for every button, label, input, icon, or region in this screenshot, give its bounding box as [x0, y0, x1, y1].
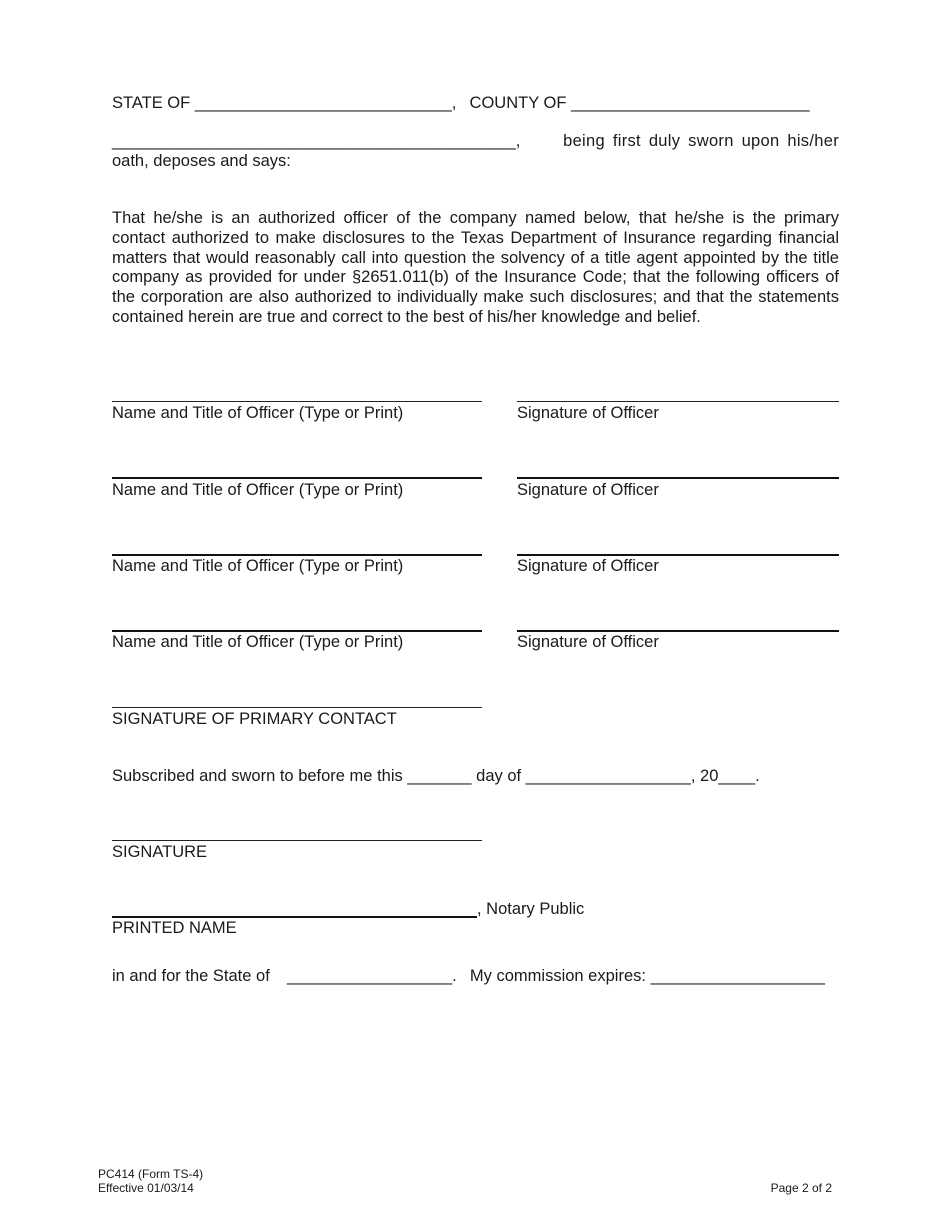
officer-name-label: Name and Title of Officer (Type or Print): [112, 404, 404, 422]
commission-label: My commission expires:: [469, 967, 646, 985]
notary-state-field[interactable]: __________________.: [286, 967, 457, 985]
effective-date: Effective 01/03/14: [98, 1181, 194, 1195]
notary-signature-label: SIGNATURE: [112, 843, 208, 861]
county-label: COUNTY OF: [469, 94, 567, 112]
primary-contact-signature-line[interactable]: [112, 707, 482, 708]
affiant-name-field[interactable]: ____________________________________________,: [112, 132, 521, 150]
officer-signature-label: Signature of Officer: [517, 404, 659, 422]
state-county-line: [112, 94, 810, 113]
officer-name-line[interactable]: [112, 630, 482, 632]
notary-public-label: , Notary Public: [477, 900, 585, 918]
officer-name-label: Name and Title of Officer (Type or Print): [112, 481, 404, 499]
officer-signature-line[interactable]: [517, 401, 839, 402]
officer-signature-label: Signature of Officer: [517, 557, 659, 575]
oath-line1-text: being first duly sworn upon his/her: [563, 132, 839, 150]
primary-contact-label: SIGNATURE OF PRIMARY CONTACT: [112, 710, 397, 728]
officer-signature-line[interactable]: [517, 630, 839, 632]
officer-name-line[interactable]: [112, 477, 482, 479]
officer-signature-line[interactable]: [517, 477, 839, 479]
notary-state-prefix: in and for the State of: [112, 967, 270, 985]
officer-signature-label: Signature of Officer: [517, 633, 659, 651]
county-field[interactable]: __________________________: [571, 94, 810, 112]
state-field[interactable]: ____________________________,: [194, 94, 457, 112]
commission-expires-field[interactable]: ___________________: [650, 967, 825, 985]
page-number: Page 2 of 2: [770, 1181, 832, 1195]
printed-name-label: PRINTED NAME: [112, 919, 237, 937]
notary-signature-line[interactable]: [112, 840, 482, 841]
officer-name-label: Name and Title of Officer (Type or Print): [112, 633, 404, 651]
officer-name-line[interactable]: [112, 401, 482, 402]
printed-name-line[interactable]: [112, 916, 477, 918]
officer-name-line[interactable]: [112, 554, 482, 556]
notary-state-line: [112, 967, 825, 986]
statement-paragraph: That he/she is an authorized officer of the company named below, that he/she is the primary contact authorized to make disclosures to the Texas Department of Insurance regarding financial matters that would reasonably call into question the solvency of a title agent appointed by the title company as provided for under §2651.011(b) of the Insurance Code; that the following officers of the corporation are also authorized to individually make such disclosures; and that the statements contained herein are true and correct to the best of his/her knowledge and belief.: [112, 209, 839, 326]
officer-signature-label: Signature of Officer: [517, 481, 659, 499]
oath-line2-text: oath, deposes and says:: [112, 152, 291, 170]
form-id: PC414 (Form TS-4): [98, 1167, 204, 1181]
officer-signature-line[interactable]: [517, 554, 839, 556]
sworn-statement-line[interactable]: Subscribed and sworn to before me this _______ day of __________________, 20____.: [112, 767, 760, 785]
state-label: STATE OF: [112, 94, 191, 112]
officer-name-label: Name and Title of Officer (Type or Print): [112, 557, 404, 575]
